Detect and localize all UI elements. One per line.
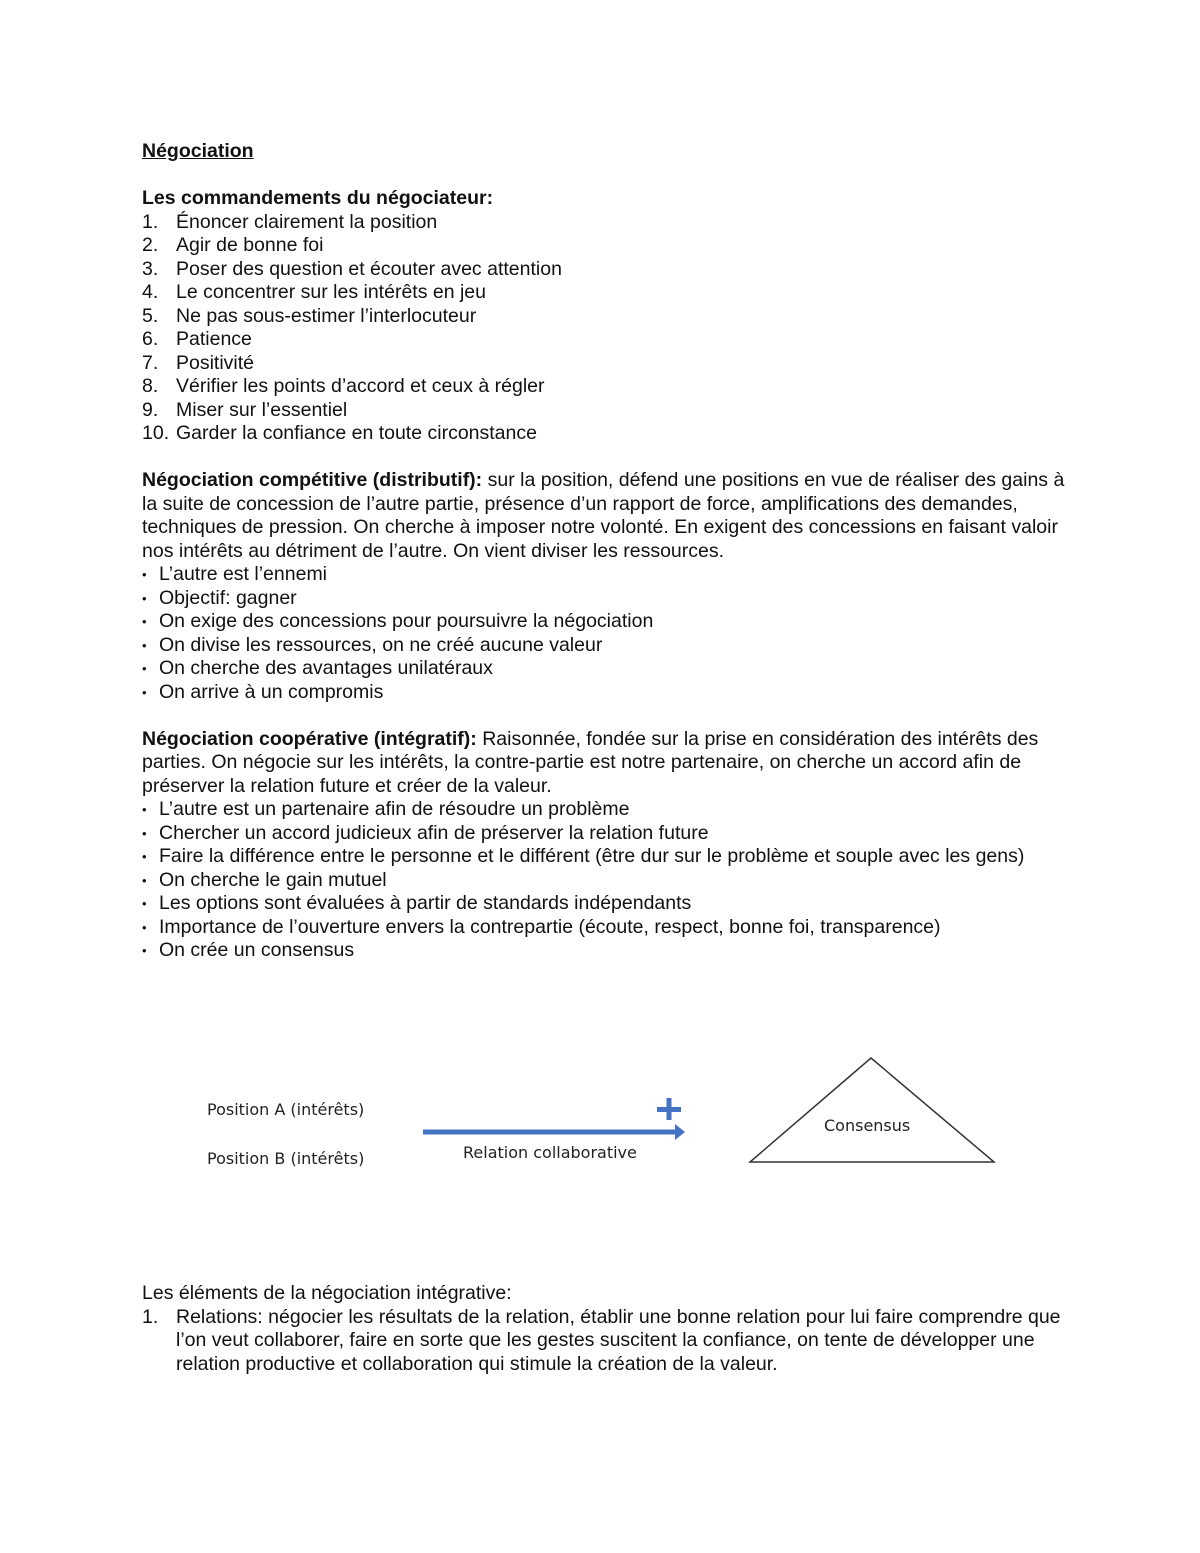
cooperative-heading: Négociation coopérative (intégratif): (142, 727, 477, 750)
bullet-icon: • (142, 825, 147, 841)
list-item (142, 892, 1072, 916)
list-item-text: On cherche le gain mutuel (159, 868, 387, 891)
list-item (142, 610, 1072, 634)
list-item-text: Garder la confiance en toute circonstance (176, 422, 537, 444)
bullet-icon: • (142, 661, 147, 676)
list-item-text: Positivité (176, 351, 255, 374)
competitive-text: sur la position, défend une positions en vue de réaliser des gains à la suite de concession de l’autre partie, présence d’un rapport de force, amplifications des demandes, techniques de pression. On cherche à imposer notre volonté. En exigent des concessions en faisant valoir nos intérêts au détriment de l’autre. On vient diviser les ressources. (142, 469, 1065, 562)
collaboration-diagram (195, 1050, 1015, 1180)
list-item (142, 281, 1072, 305)
list-item (142, 258, 1072, 282)
list-item-text: Faire la différence entre le personne et le différent (être dur sur le problème et souple avec les gens) (159, 845, 1025, 867)
bullet-icon: • (142, 590, 147, 606)
list-item-text: Chercher un accord judicieux afin de préserver la relation future (159, 821, 709, 844)
cooperative-bullets (142, 798, 1072, 963)
list-item-text: Ne pas sous-estimer l’interlocuteur (176, 304, 477, 327)
list-item (142, 422, 1072, 446)
consensus-label: Consensus (824, 1116, 911, 1135)
page-title: Négociation (142, 140, 254, 162)
integrative-heading: Les éléments de la négociation intégrative: (142, 1282, 512, 1304)
list-item-text: Poser des question et écouter avec attention (176, 257, 562, 280)
list-item (142, 845, 1072, 869)
bullet-icon: • (142, 943, 147, 958)
list-item (142, 399, 1072, 423)
list-item (142, 375, 1072, 399)
list-item (142, 822, 1072, 846)
cooperative-paragraph (142, 728, 1072, 799)
bullet-icon: • (142, 567, 147, 582)
bullet-icon: • (142, 849, 147, 864)
list-item-text: L’autre est un partenaire afin de résoudre un problème (159, 798, 630, 820)
plus-icon-vertical (667, 1098, 672, 1120)
position-b-label: Position B (intérêts) (207, 1149, 365, 1168)
bullet-icon: • (142, 614, 147, 629)
list-item (142, 869, 1072, 893)
bullet-icon: • (142, 896, 147, 911)
list-item (142, 234, 1072, 258)
arrow-head-icon (675, 1124, 685, 1140)
list-number: 6. (142, 328, 159, 350)
commandments-heading: Les commandements du négociateur: (142, 187, 494, 209)
competitive-paragraph (142, 469, 1072, 563)
list-number: 4. (142, 281, 159, 303)
list-number: 10. (142, 422, 170, 444)
bullet-icon: • (142, 684, 147, 700)
integrative-section (142, 1282, 1072, 1376)
list-item (142, 587, 1072, 611)
competitive-bullets (142, 563, 1072, 704)
list-item-text: Patience (176, 328, 252, 350)
list-number: 2. (142, 234, 159, 256)
list-item-text: Objectif: gagner (159, 586, 297, 609)
list-item (142, 1306, 1072, 1377)
consensus-triangle-icon (750, 1058, 994, 1162)
list-number: 3. (142, 257, 159, 280)
cooperative-text: Raisonnée, fondée sur la prise en considération des intérêts des parties. On négocie sur les intérêts, la contre-partie est notre partenaire, on cherche un accord afin de préserver la relation future et créer de la valeur. (142, 727, 1039, 797)
list-item-text: Vérifier les points d’accord et ceux à régler (176, 375, 545, 397)
list-item (142, 681, 1072, 705)
position-a-label: Position A (intérêts) (207, 1100, 365, 1119)
list-item-text: On arrive à un compromis (159, 680, 384, 703)
list-item (142, 798, 1072, 822)
competitive-heading: Négociation compétitive (distributif): (142, 469, 483, 491)
list-item-text: Miser sur l’essentiel (176, 398, 348, 421)
list-item-text: Énoncer clairement la position (176, 210, 438, 233)
bullet-icon: • (142, 919, 147, 935)
list-item (142, 563, 1072, 587)
bullet-icon: • (142, 637, 147, 653)
commandments-list (142, 211, 1072, 446)
list-item (142, 657, 1072, 681)
bullet-icon: • (142, 802, 147, 817)
list-number: 8. (142, 375, 159, 397)
list-item-text: Agir de bonne foi (176, 234, 324, 256)
list-number: 1. (142, 210, 159, 233)
list-item-text: On divise les ressources, on ne créé aucune valeur (159, 633, 603, 656)
list-item (142, 211, 1072, 235)
list-item (142, 916, 1072, 940)
integrative-list (142, 1306, 1072, 1377)
list-item (142, 352, 1072, 376)
list-item (142, 328, 1072, 352)
list-number: 1. (142, 1305, 159, 1328)
list-item-text: L’autre est l’ennemi (159, 563, 328, 585)
list-item (142, 305, 1072, 329)
list-item-text: Importance de l’ouverture envers la contrepartie (écoute, respect, bonne foi, transparence) (159, 915, 941, 938)
list-item-text: Les options sont évaluées à partir de standards indépendants (159, 892, 692, 914)
bullet-icon: • (142, 872, 147, 888)
list-item-text: Relations: négocier les résultats de la relation, établir une bonne relation pour lui faire comprendre que l’on veut collaborer, faire en sorte que les gestes suscitent la confiance, on tente de développer une relation productive et collaboration qui stimule la création de la valeur. (176, 1305, 1061, 1375)
list-item-text: On crée un consensus (159, 939, 355, 961)
list-item-text: On cherche des avantages unilatéraux (159, 657, 493, 679)
list-item (142, 634, 1072, 658)
list-number: 7. (142, 351, 159, 374)
list-item-text: On exige des concessions pour poursuivre la négociation (159, 610, 654, 632)
list-item-text: Le concentrer sur les intérêts en jeu (176, 281, 487, 303)
document-body (142, 140, 1072, 963)
list-item (142, 939, 1072, 963)
relation-label: Relation collaborative (463, 1143, 637, 1162)
list-number: 9. (142, 398, 159, 421)
list-number: 5. (142, 304, 159, 327)
